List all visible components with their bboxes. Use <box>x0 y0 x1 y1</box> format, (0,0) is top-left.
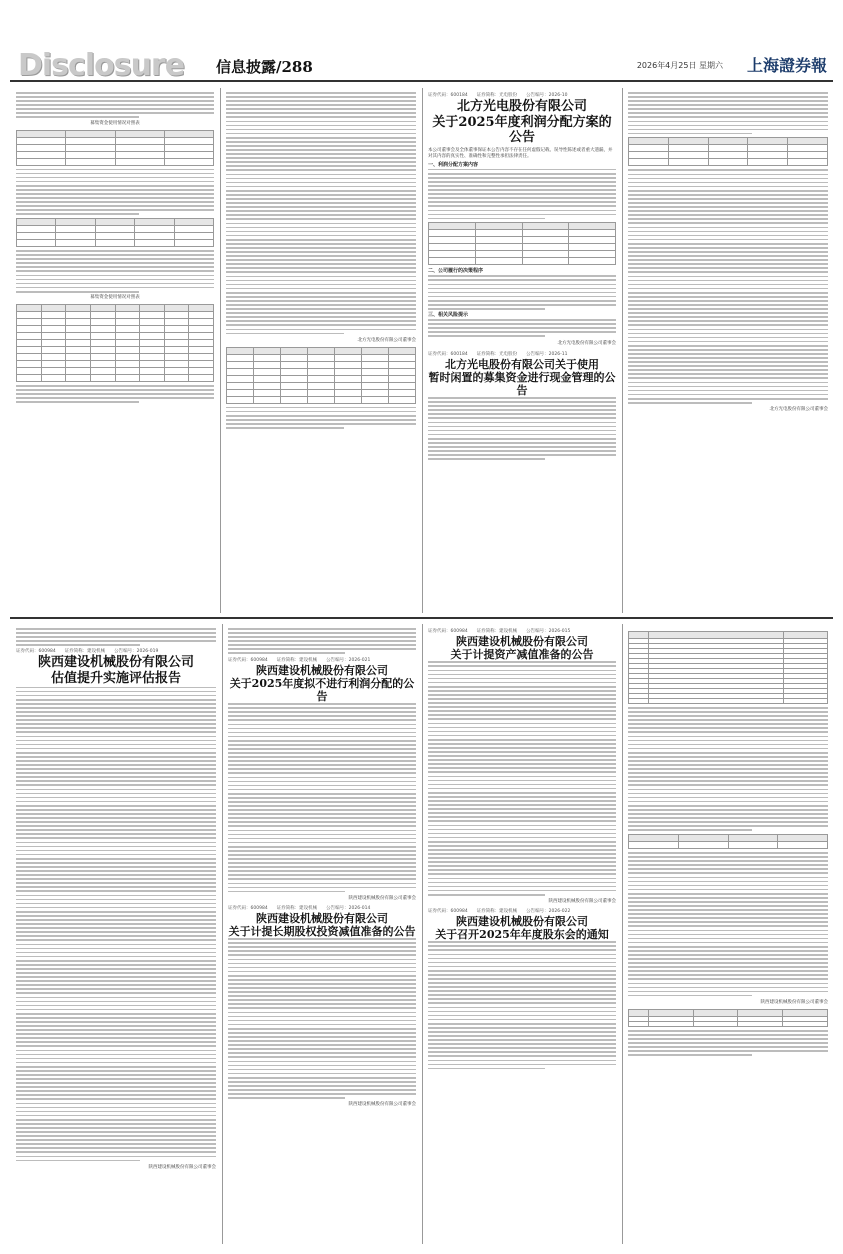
deposit-table <box>16 218 214 247</box>
body-text <box>428 397 616 460</box>
announcement-title: 陕西建设机械股份有限公司 关于计提资产减值准备的公告 <box>450 635 594 662</box>
body-text <box>16 628 216 646</box>
announcement-meta: 证券代码：600984 证券简称：建设机械 公告编号：2026-019 <box>16 649 159 655</box>
body-text <box>228 628 416 654</box>
signature: 陕西建设机械股份有限公司董事会 <box>760 999 828 1005</box>
masthead <box>10 44 833 82</box>
body-text <box>228 938 416 1099</box>
disclaimer: 本公司董事会及全体董事保证本公告内容不存在任何虚假记载、误导性陈述或者重大遗漏，并对其内容的真实性、准确性和完整性承担法律责任。 <box>428 147 613 159</box>
body-text <box>428 169 616 220</box>
proxy-vote-table <box>628 1009 828 1027</box>
body-text <box>228 703 416 892</box>
body-text <box>16 385 214 403</box>
announcement-title: 陕西建设机械股份有限公司 关于2025年度拟不进行利润分配的公告 <box>229 663 415 703</box>
announcement-title: 陕西建设机械股份有限公司 估值提升实施评估报告 <box>37 655 194 686</box>
body-text <box>16 169 214 216</box>
body-text <box>226 92 416 334</box>
body-text <box>628 169 828 403</box>
body-text <box>628 1030 828 1056</box>
table-title: 募集资金使用情况对照表 <box>90 120 140 126</box>
agenda-table <box>628 631 828 704</box>
dividend-table <box>428 222 616 265</box>
signature: 北方光电股份有限公司董事会 <box>557 340 616 346</box>
announcement-meta: 证券代码：600984 证券简称：建设机械 公告编号：2026-021 <box>228 657 371 663</box>
body-text <box>628 707 828 831</box>
column-divider <box>622 624 623 1244</box>
announcement-meta: 证券代码：600984 证券简称：建设机械 公告编号：2026-014 <box>228 905 371 911</box>
announcement-title: 北方光电股份有限公司 关于2025年度利润分配方案的公告 <box>432 99 612 146</box>
column-divider <box>422 88 423 613</box>
lower-column-3 <box>428 628 616 1244</box>
fund-usage-detail-table <box>16 304 214 382</box>
newspaper-name: 上海證券報 <box>746 56 827 75</box>
signature: 陕西建设机械股份有限公司董事会 <box>348 1102 416 1108</box>
signature: 陕西建设机械股份有限公司董事会 <box>148 1164 216 1170</box>
section-logo: Disclosure <box>18 48 185 83</box>
column-divider <box>622 88 623 613</box>
lower-column-1 <box>16 628 216 1244</box>
column-divider <box>222 624 223 1244</box>
half-page-divider <box>10 617 833 619</box>
announcement-meta: 证券代码：600984 证券简称：建设机械 公告编号：2026-022 <box>428 908 571 914</box>
body-text <box>428 275 616 309</box>
lower-column-4 <box>628 628 828 1244</box>
body-text <box>16 92 214 118</box>
project-table <box>226 347 416 404</box>
signature: 陕西建设机械股份有限公司董事会 <box>348 895 416 901</box>
body-text <box>428 319 616 337</box>
cash-management-table <box>628 137 828 166</box>
registration-table <box>628 834 828 849</box>
upper-column-2 <box>226 92 416 612</box>
column-divider <box>220 88 221 613</box>
issue-date: 2026年4月25日 星期六 <box>636 61 723 70</box>
column-divider <box>422 624 423 1244</box>
section-heading: 一、利润分配方案内容 <box>428 161 479 168</box>
upper-column-3 <box>428 92 616 612</box>
signature: 陕西建设机械股份有限公司董事会 <box>548 898 616 904</box>
body-text <box>16 250 214 292</box>
upper-column-4 <box>628 92 828 612</box>
body-text <box>428 941 616 1069</box>
body-text <box>628 852 828 996</box>
section-page-title: 信息披露/288 <box>216 58 313 76</box>
fund-usage-table <box>16 130 214 166</box>
announcement-meta: 证券代码：600184 证券简称：光电股份 公告编号：2026-10 <box>428 93 568 98</box>
signature: 北方光电股份有限公司董事会 <box>357 337 416 343</box>
body-text <box>428 661 616 895</box>
upper-column-1 <box>16 92 214 612</box>
signature: 北方光电股份有限公司董事会 <box>769 407 828 412</box>
body-text <box>16 687 216 1162</box>
table-title: 募集资金使用情况对照表 <box>90 294 140 300</box>
announcement-meta: 证券代码：600984 证券简称：建设机械 公告编号：2026-015 <box>428 629 571 634</box>
announcement-title: 陕西建设机械股份有限公司 关于召开2025年年度股东会的通知 <box>435 914 609 942</box>
section-heading: 三、相关风险提示 <box>428 312 469 319</box>
lower-column-2 <box>228 628 416 1244</box>
announcement-meta: 证券代码：600184 证券简称：光电股份 公告编号：2026-11 <box>428 351 568 357</box>
body-text <box>628 92 828 134</box>
body-text <box>226 407 416 429</box>
announcement-title: 北方光电股份有限公司关于使用 暂时闲置的募集资金进行现金管理的公告 <box>428 357 616 397</box>
section-heading: 二、公司履行的决策程序 <box>428 268 484 275</box>
announcement-title: 陕西建设机械股份有限公司 关于计提长期股权投资减值准备的公告 <box>228 911 416 938</box>
